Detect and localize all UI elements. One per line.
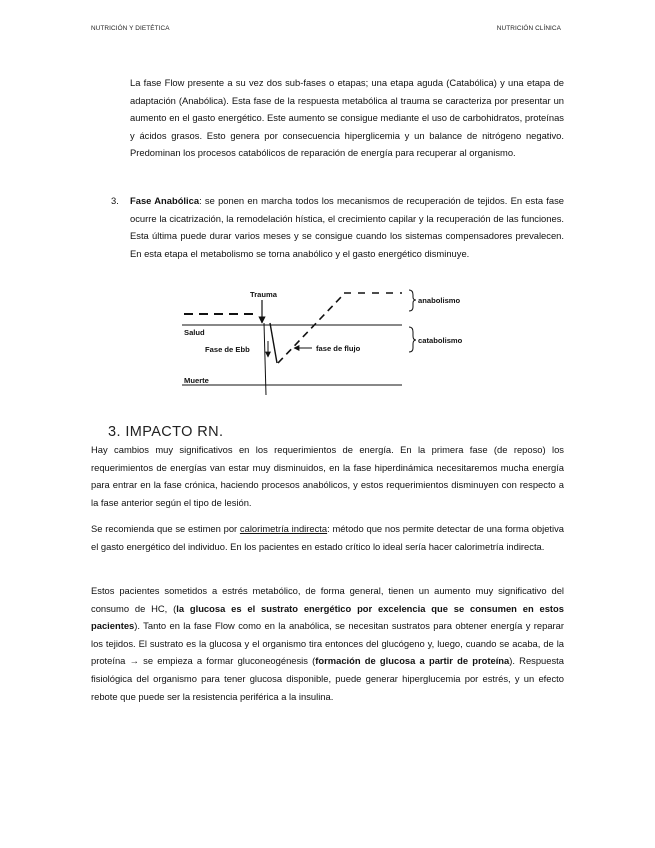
header-left: NUTRICIÓN Y DIETÉTICA [91,25,170,32]
ebb-line-1 [264,323,266,395]
metabolic-response-diagram [170,285,480,397]
anabolismo-label: anabolismo [418,296,461,305]
stress-text-a: Estos pacientes sometidos a estrés metabólico, de forma general, tienen un aumento muy significativo del consumo de HC, ( [91,585,564,614]
trauma-label: Trauma [250,290,278,299]
stress-text-e: ). Respuesta fisiológica del organismo para tener glucosa disponible, puede generar hiperglucemia por estrés, y un efecto rebote que puede ser la resistencia periférica a la insulina. [91,655,564,702]
metabolic-stress-paragraph [91,582,564,705]
anabolism-brace [409,290,416,311]
stress-bold-glucose: la glucosa es el sustrato energético por excelencia que se consumen en estos pacientes [91,602,564,632]
ebb-line-2 [270,323,277,363]
list-number: 3. [111,195,119,206]
muerte-label: Muerte [184,376,209,385]
stress-text-c: ). Tanto en la fase Flow como en la anabólica, se necesitan sustratos para obtener energía y reparar los tejidos. El sustrato es la glucosa y el organismo tira entonces del glucógeno y, luego, cuando se acaba, de la proteína → se empieza a formar gluconeogénesis ( [91,620,564,667]
flow-phase-paragraph: La fase Flow presente a su vez dos sub-fases o etapas; una etapa aguda (Catabólica) y una etapa de adaptación (Anabólica). Esta fase de la respuesta metabólica al trauma se caracteriza por presentar un aumento en el gasto energético. Este aumento se consigue mediante el uso de carbohidratos, proteínas y ácidos grasos. Esto genera por consecuencia hiperglicemia y un balance de nitrógeno negativo. Predominan los procesos catabólicos de reparación de energía para recuperar al organismo. [130,77,564,159]
anabolic-phase-paragraph [130,192,564,262]
salud-label: Salud [184,328,205,337]
stress-bold-gluconeogenesis: formación de glucosa a partir de proteína [315,655,510,667]
catabolism-brace [409,327,416,352]
anabolic-phase-text: : se ponen en marcha todos los mecanismos de recuperación de tejidos. En esta fase ocurre la cicatrización, la remodelación hística, el crecimiento capilar y la recuperación de las funciones. Esta última puede durar varios meses y se consigue cuando los sistemas compensadores prevalecen. En esta etapa el metabolismo se torna anabólico y el gasto energético disminuye. [130,195,564,259]
energy-requirements-paragraph: Hay cambios muy significativos en los requerimientos de energía. En la primera fase (de reposo) los requerimientos de energías van estar muy disminuidos, en la fase hiperdinámica necesitaremos mucha energía para entrar en la fase crónica, haciendo procesos anabólicos, y estos requerimientos disminuyen con respecto a la fase anterior según el tipo de lesión. [91,444,564,508]
calorimetry-paragraph [91,520,564,555]
section-heading: 3. IMPACTO RN. [108,424,224,440]
fase-ebb-label: Fase de Ebb [205,345,250,354]
calorimetry-text-pre: Se recomienda que se estimen por [91,523,240,534]
fase-flujo-label: fase de flujo [316,344,361,353]
catabolismo-label: catabolismo [418,336,463,345]
anabolic-phase-title: Fase Anabólica [130,195,200,206]
header-right: NUTRICIÓN CLÍNICA [496,25,561,32]
calorimetry-term: calorimetría indirecta [239,523,328,534]
calorimetry-text-post: : método que nos permite detectar de una forma objetiva el gasto energético del individuo. En los pacientes en estado crítico lo ideal sería hacer calorimetría indirecta. [91,523,565,552]
